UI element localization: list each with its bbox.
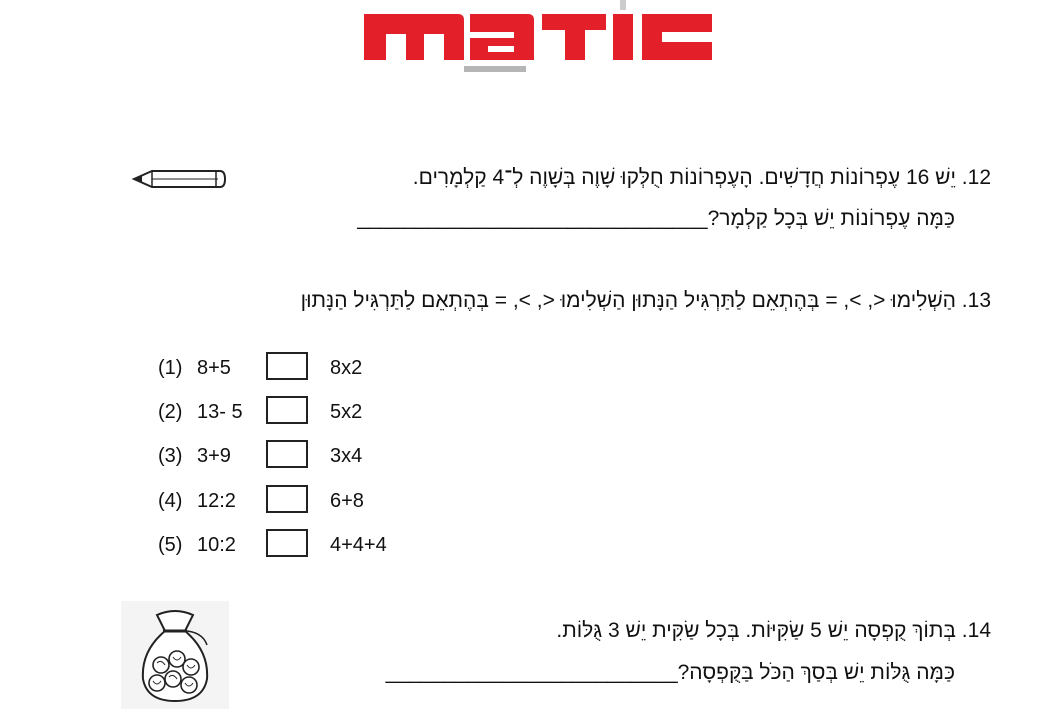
question-12-line-2: כַּמָּה עֶפְרוֹנוֹת יֵשׁ בְּכָל קַלְמָר?______________________________ [357,207,955,230]
question-13-instruction: 13. הַשְׁלִימוּ <, >, = בְּהֶתְאֵם לַתַּרְגִּיל הַנָּתוּן הַשְׁלִימוּ <, >, = בְּהֶתְאֵם לַתַּרְגִּיל הַנָּתוּן [300,289,991,312]
marble-bag-icon [121,601,229,709]
matic-logo [362,0,714,78]
left-expression: 8+5 [197,357,231,379]
pencil-icon [130,166,228,192]
row-number: (5) [158,534,183,556]
row-number: (3) [158,445,183,467]
answer-box[interactable] [266,529,308,557]
row-number: (2) [158,401,183,423]
left-expression: 10:2 [197,534,236,556]
left-expression: 13- 5 [197,401,243,423]
row-number: (4) [158,490,183,512]
question-14-line-1: 14. בְּתוֹךְ קֻפְסָה יֵשׁ 5 שַׂקִּיּוֹת. בְּכָל שַׂקִּית יֵשׁ 3 גֻּלּוֹת. [556,619,991,642]
right-expression: 4+4+4 [330,534,387,556]
answer-box[interactable] [266,396,308,424]
right-expression: 3x4 [330,445,363,467]
right-expression: 6+8 [330,490,364,512]
answer-box[interactable] [266,440,308,468]
right-expression: 8x2 [330,357,363,379]
left-expression: 3+9 [197,445,231,467]
row-number: (1) [158,357,183,379]
question-12-line-1: 12. יֵשׁ 16 עֶפְרוֹנוֹת חֲדָשִׁים. הָעֶפְרוֹנוֹת חֻלְּקוּ שָׁוֶה בְּשָׁוֶה לְ־4 קַלְמָרִים. [412,166,991,189]
answer-box[interactable] [266,352,308,380]
right-expression: 5x2 [330,401,363,423]
question-14-line-2: כַּמָּה גֻּלּוֹת יֵשׁ בְּסַךְ הַכֹּל בַּקֻּפְסָה?_________________________ [385,661,955,684]
left-expression: 12:2 [197,490,236,512]
answer-box[interactable] [266,485,308,513]
